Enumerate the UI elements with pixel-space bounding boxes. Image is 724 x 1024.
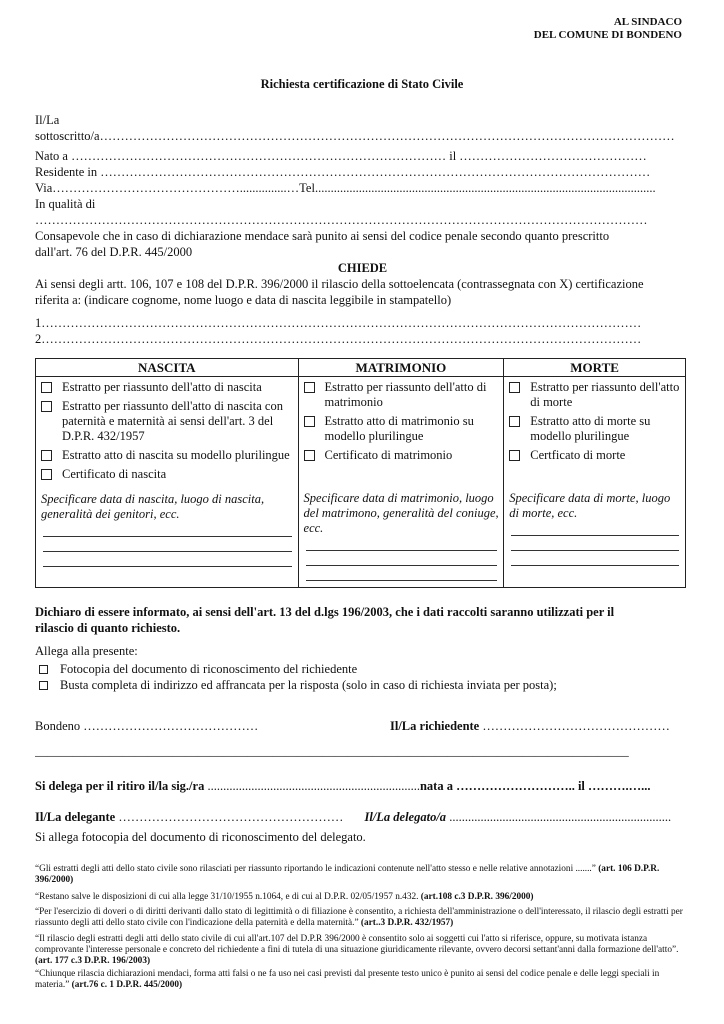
nato-field[interactable]: Nato a ……………………………………………………………………………… il ………………………………………: [35, 149, 647, 163]
morte-column: [504, 377, 686, 588]
matrimonio-option-1[interactable]: Estratto per riassunto dell'atto di matrimonio: [304, 380, 500, 410]
checkbox-icon[interactable]: [304, 382, 315, 393]
checkbox-icon[interactable]: [304, 416, 315, 427]
recipient-line-1: AL SINDACO: [613, 16, 682, 28]
il-label: il: [577, 779, 585, 793]
delega-ritiro-label: Si delega per il ritiro il/la sig./ra: [35, 779, 205, 793]
delegato-name-field[interactable]: ....................................................................: [207, 779, 420, 793]
certificate-table: [35, 358, 686, 588]
attachments-block: [35, 643, 695, 693]
header-matrimonio: MATRIMONIO: [298, 359, 504, 377]
richiedente-block: [390, 719, 670, 734]
checkbox-icon[interactable]: [509, 450, 520, 461]
il-date-field[interactable]: ……….…...: [588, 779, 651, 793]
delegato-signature-field[interactable]: .......................................................................: [449, 810, 672, 824]
morte-option-3[interactable]: Certficato di morte: [509, 448, 681, 463]
morte-blank-line[interactable]: [511, 536, 679, 551]
ai-sensi-text-2: riferita a: (indicare cognome, nome luogo e data di nascita leggibile in stampatello): [35, 293, 452, 307]
matrimonio-note: Specificare data di matrimonio, luogo del matrimono, generalità del coniuge, ecc.: [303, 491, 499, 535]
nascita-option-1[interactable]: Estratto per riassunto dell'atto di nascita: [41, 380, 294, 395]
request-line-1[interactable]: 1………………………………………………………………………………………………………………………………: [35, 316, 642, 330]
nascita-option-2[interactable]: Estratto per riassunto dell'atto di nascita con paternità e maternità ai sensi dell'art. 3 del D.P.R. 432/1957: [41, 399, 294, 444]
attachment-item[interactable]: Fotocopia del documento di riconoscimento del richiedente: [35, 661, 695, 677]
matrimonio-blank-line[interactable]: [306, 551, 498, 566]
checkbox-icon[interactable]: [41, 382, 52, 393]
morte-option-1[interactable]: Estratto per riassunto dell'atto di morte: [509, 380, 681, 410]
footnote-5: “Chiunque rilascia dichiarazioni mendaci, forma atti falsi o ne fa uso nei casi previsti dal presente testo unico è punito ai sensi del codice penale e delle leggi speciali in materia.” (art.76 c. 1 D.P.R. 445/2000): [35, 969, 660, 990]
checkbox-icon[interactable]: [39, 665, 48, 674]
matrimonio-option-2[interactable]: Estratto atto di matrimonio su modello plurilingue: [304, 414, 500, 444]
nata-label: nata a: [419, 779, 453, 793]
matrimonio-option-3[interactable]: Certificato di matrimonio: [304, 448, 500, 463]
delegante-label: Il/La delegante: [35, 810, 116, 824]
recipient-line-2: DEL COMUNE DI BONDENO: [533, 29, 682, 41]
delegante-row: [35, 810, 695, 825]
morte-blank-line[interactable]: [511, 521, 679, 536]
qualita-label: In qualità di: [35, 197, 96, 211]
checkbox-icon[interactable]: [41, 469, 52, 480]
chiede-heading: CHIEDE: [337, 261, 388, 275]
morte-note: Specificare data di morte, luogo di morte, ecc.: [509, 491, 671, 520]
recipient-block: [534, 16, 682, 42]
morte-option-2[interactable]: Estratto atto di morte su modello plurilingue: [509, 414, 681, 444]
nascita-note: Specificare data di nascita, luogo di nascita, generalità dei genitori, ecc.: [41, 492, 265, 521]
footnote-1: “Gli estratti degli atti dello stato civile sono rilasciati per riassunto riportando le indicazioni contenute nell'atto stesso e nelle relative annotazioni .......” (art. 106 D.P.R. 396/2000): [35, 864, 660, 885]
residente-field[interactable]: Residente in ……………………………………………………………………………………………………………………: [35, 165, 651, 179]
il-la-label: Il/La: [35, 113, 60, 127]
header-morte: MORTE: [504, 359, 686, 377]
checkbox-icon[interactable]: [304, 450, 315, 461]
checkbox-icon[interactable]: [41, 450, 52, 461]
via-tel-field[interactable]: Via………………………………………...............…Tel.............................................................................................................: [35, 181, 656, 195]
checkbox-icon[interactable]: [39, 681, 48, 690]
morte-blank-line[interactable]: [511, 551, 679, 566]
nascita-column: [36, 377, 299, 588]
delegante-signature-field[interactable]: ………………………………………………: [118, 810, 344, 824]
footnote-3: “Per l'esercizio di doveri o di diritti derivanti dallo stato di legittimità o di filiazione è consentito, a richiesta dell'amministrazione o dell'interessato, il rilascio degli estratti per riassunto degli atti dello stato civile con l'indicazione della paternità e della maternità.” (art..3 D.P.R. 432/1957): [35, 907, 683, 928]
nascita-option-3[interactable]: Estratto atto di nascita su modello plurilingue: [41, 448, 294, 463]
delegato-fotocopia-note: Si allega fotocopia del documento di riconoscimento del delegato.: [35, 830, 366, 844]
personal-data-block: [35, 148, 690, 347]
checkbox-icon[interactable]: [41, 401, 52, 412]
nascita-blank-line[interactable]: [43, 522, 292, 537]
request-line-2[interactable]: 2………………………………………………………………………………………………………………………………: [35, 332, 642, 346]
separator-line: _______________________________________________________________________________________________: [35, 744, 629, 758]
privacy-statement: Dichiaro di essere informato, ai sensi dell'art. 13 del d.lgs 196/2003, che i dati raccolti saranno utilizzati per il rilascio di quanto richiesto.: [35, 605, 615, 635]
nascita-blank-line[interactable]: [43, 537, 292, 552]
qualita-field[interactable]: …………………………………………………………………………………………………………………………………: [35, 213, 648, 227]
footnote-4: “Il rilascio degli estratti degli atti dello stato civile di cui all'art.107 del D.P.R 396/2000 è consentito solo ai soggetti cui l'atto si riferisce, oppure, su motivata istanza comprovante l'interesse personale e concreto del richiedente a fini di tutela di una situazione giuridicamente rilevante, ovvero decorsi settant'anni dalla formazione dell'atto”. (art. 177 c.3 D.P.R. 196/2003): [35, 934, 679, 966]
matrimonio-blank-line[interactable]: [306, 536, 498, 551]
checkbox-icon[interactable]: [509, 382, 520, 393]
nata-field[interactable]: ………………………..: [456, 779, 575, 793]
consapevole-text-2: dall'art. 76 del D.P.R. 445/2000: [35, 245, 193, 259]
attachment-item[interactable]: Busta completa di indirizzo ed affrancata per la risposta (solo in caso di richiesta inviata per posta);: [35, 677, 695, 693]
ai-sensi-text-1: Ai sensi degli artt. 106, 107 e 108 del D.P.R. 396/2000 il rilascio della sottoelencata (contrassegnata con X) certificazione: [35, 277, 644, 291]
richiedente-signature-field[interactable]: ………………………………………: [482, 719, 670, 733]
consapevole-text-1: Consapevole che in caso di dichiarazione mendace sarà punito ai sensi del codice penale secondo quanto prescritto: [35, 229, 610, 243]
nascita-blank-line[interactable]: [43, 552, 292, 567]
bondeno-date-field[interactable]: Bondeno ……………………………………: [35, 719, 259, 733]
header-nascita: NASCITA: [36, 359, 299, 377]
applicant-form: [35, 112, 690, 144]
richiedente-label: Il/La richiedente: [390, 719, 480, 733]
nascita-option-4[interactable]: Certificato di nascita: [41, 467, 294, 482]
checkbox-icon[interactable]: [509, 416, 520, 427]
attachments-label: Allega alla presente:: [35, 644, 138, 658]
sottoscritto-field[interactable]: sottoscritto/a…………………………………………………………………………………………………………………………: [35, 129, 675, 143]
delegato-label: Il/La delegato/a: [364, 810, 447, 824]
footnote-2: “Restano salve le disposizioni di cui alla legge 31/10/1955 n.1064, e di cui al D.P.R. 02/05/1957 n.432. (art.108 c.3 D.P.R. 396/2000): [35, 892, 534, 902]
delega-ritiro-row: [35, 779, 695, 794]
page-title: Richiesta certificazione di Stato Civile: [260, 77, 464, 91]
matrimonio-column: [298, 377, 504, 588]
matrimonio-blank-line[interactable]: [306, 566, 498, 581]
